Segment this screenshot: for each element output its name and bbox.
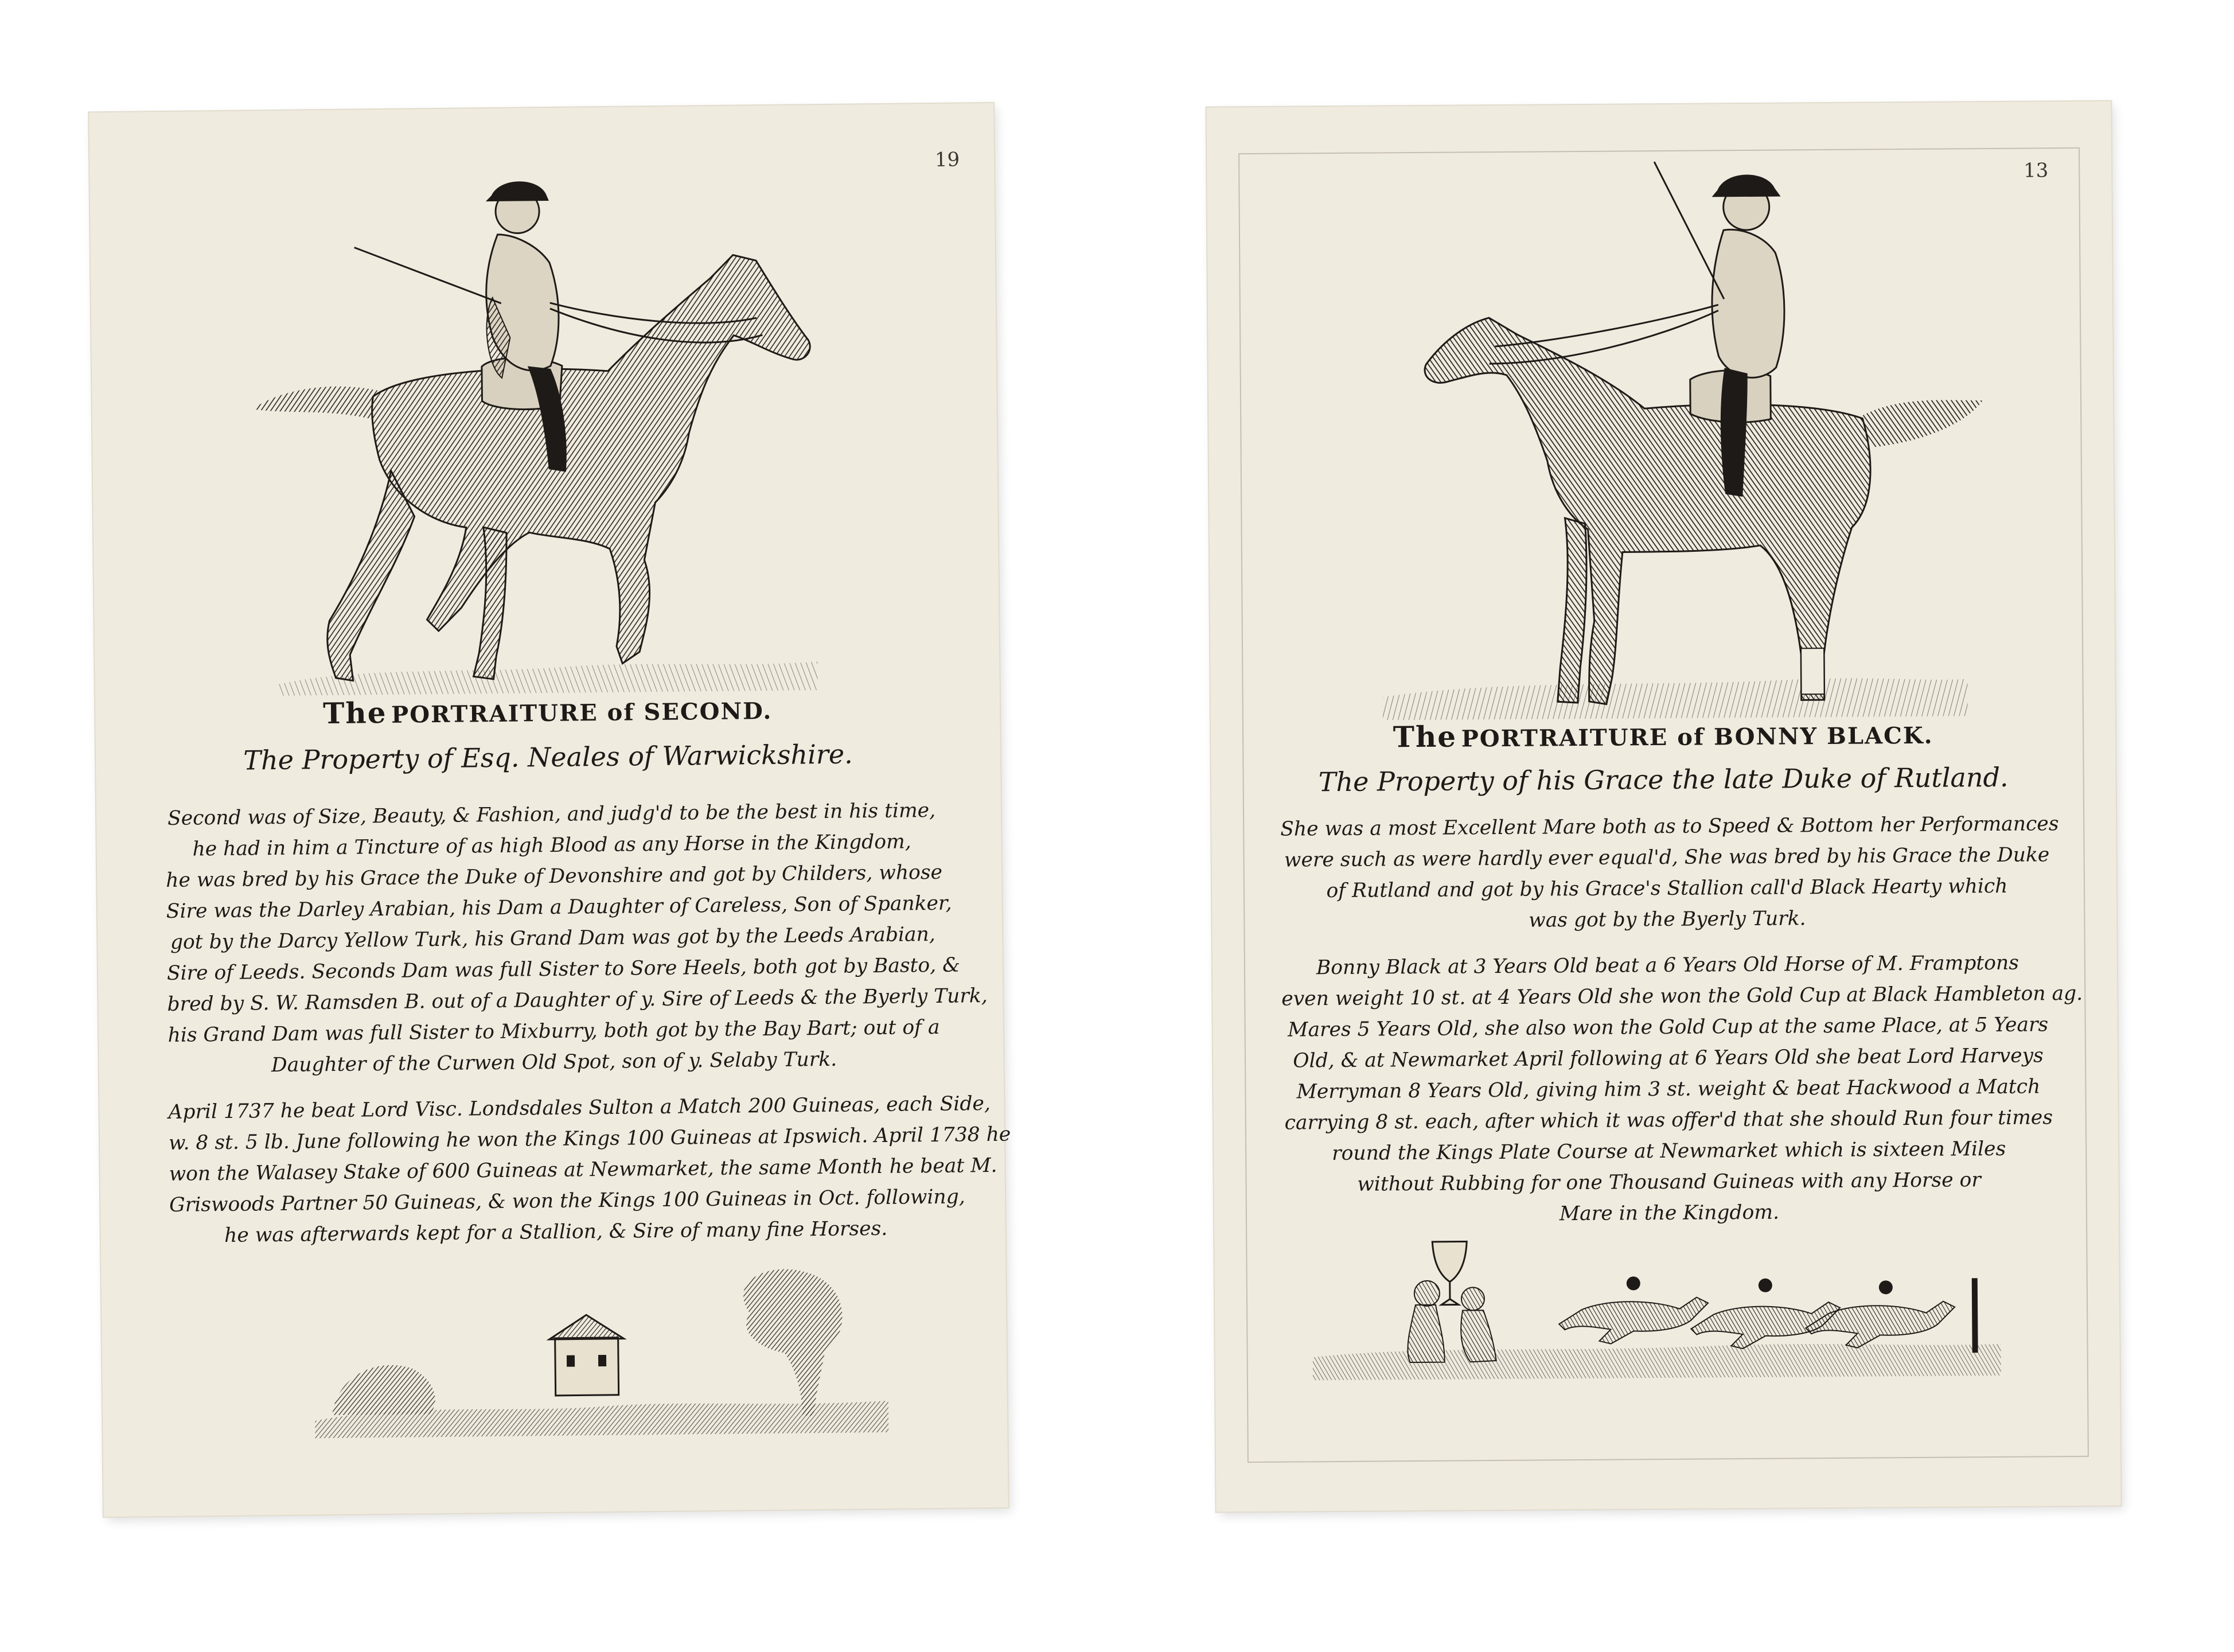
text-line: Merryman 8 Years Old, giving him 3 st. weight & beat Hackwood a Match (1296, 1075, 2041, 1104)
text-line: Second was of Size, Beauty, & Fashion, and judg'd to be the best in his time, (167, 798, 936, 830)
text-line: he was afterwards kept for a Stallion, & Sire of many fine Horses. (224, 1217, 888, 1247)
title-main: PORTRAITURE of SECOND. (391, 697, 773, 728)
text-line: Sire was the Darley Arabian, his Dam a Daughter of Careless, Son of Spanker, (166, 891, 952, 923)
horse-rider-engraving (1321, 148, 1991, 749)
text-line: Old, & at Newmarket April following at 6 Years Old she beat Lord Harveys (1293, 1044, 2044, 1073)
landscape-vignette (313, 1266, 888, 1444)
text-line: were such as were hardly ever equal'd, She was bred by his Grace the Duke (1284, 843, 2050, 872)
performance-text (1280, 808, 2083, 1231)
left-page (89, 103, 1011, 1517)
text-line: carrying 8 st. each, after which it was offer'd that she should Run four times (1284, 1106, 2053, 1135)
text-line: Mare in the Kingdom. (1559, 1201, 1780, 1226)
page-number: 13 (2023, 159, 2049, 182)
text-line: w. 8 st. 5 lb. June following he won the Kings 100 Guineas at Ipswich. April 1738 he (168, 1123, 1011, 1155)
text-line: April 1737 he beat Lord Visc. Londsdales Sulton a Match 200 Guineas, each Side, (168, 1092, 991, 1124)
pedigree-text (165, 795, 1011, 1252)
racing-vignette (1312, 1226, 2001, 1392)
text-line: won the Walasey Stake of 600 Guineas at Newmarket, the same Month he beat M. (169, 1154, 997, 1186)
text-line: he had in him a Tincture of as high Blood as any Horse in the Kingdom, (192, 830, 911, 861)
text-line: Bonny Black at 3 Years Old beat a 6 Years Old Horse of M. Framptons (1316, 951, 2019, 980)
text-line: Griswoods Partner 50 Guineas, & won the Kings 100 Guineas in Oct. following, (169, 1185, 965, 1217)
portrait-title (1211, 715, 2115, 755)
text-line: was got by the Byerly Turk. (1529, 907, 1806, 932)
text-line: Daughter of the Curwen Old Spot, son of y. Selaby Turk. (271, 1047, 837, 1077)
page-number: 19 (934, 148, 960, 172)
horse-rider-engraving (239, 145, 852, 724)
text-line: round the Kings Plate Course at Newmarket which is sixteen Miles (1332, 1137, 2006, 1166)
title-main: PORTRAITURE of BONNY BLACK. (1461, 722, 1933, 753)
text-line: Mares 5 Years Old, she also won the Gold Cup at the same Place, at 5 Years (1288, 1013, 2049, 1042)
text-line: he was bred by his Grace the Duke of Devonshire and got by Childers, whose (166, 860, 943, 892)
title-prefix: The (322, 695, 387, 731)
text-line: bred by S. W. Ramsden B. out of a Daughter of y. Sire of Leeds & the Byerly Turk, (167, 984, 988, 1016)
text-line: even weight 10 st. at 4 Years Old she won the Gold Cup at Black Hambleton ag. (1281, 981, 2083, 1011)
text-line: got by the Darcy Yellow Turk, his Grand Dam was got by the Leeds Arabian, (170, 922, 935, 954)
title-prefix: The (1393, 719, 1457, 754)
portrait-title (95, 689, 1000, 733)
text-line: without Rubbing for one Thousand Guineas with any Horse or (1357, 1168, 1981, 1196)
text-line: Sire of Leeds. Seconds Dam was full Sister to Sore Heels, both got by Basto, & (166, 953, 961, 985)
text-line: of Rutland and got by his Grace's Stallion call'd Black Hearty which (1326, 874, 2008, 903)
text-line: his Grand Dam was full Sister to Mixburry, both got by the Bay Bart; out of a (167, 1015, 940, 1047)
right-page (1206, 102, 2120, 1512)
portrait-subtitle: The Property of Esq. Neales of Warwickshire. (243, 738, 853, 776)
text-line: She was a most Excellent Mare both as to Speed & Bottom her Performances (1280, 812, 2059, 841)
portrait-subtitle: The Property of his Grace the late Duke of Rutland. (1318, 761, 2009, 798)
